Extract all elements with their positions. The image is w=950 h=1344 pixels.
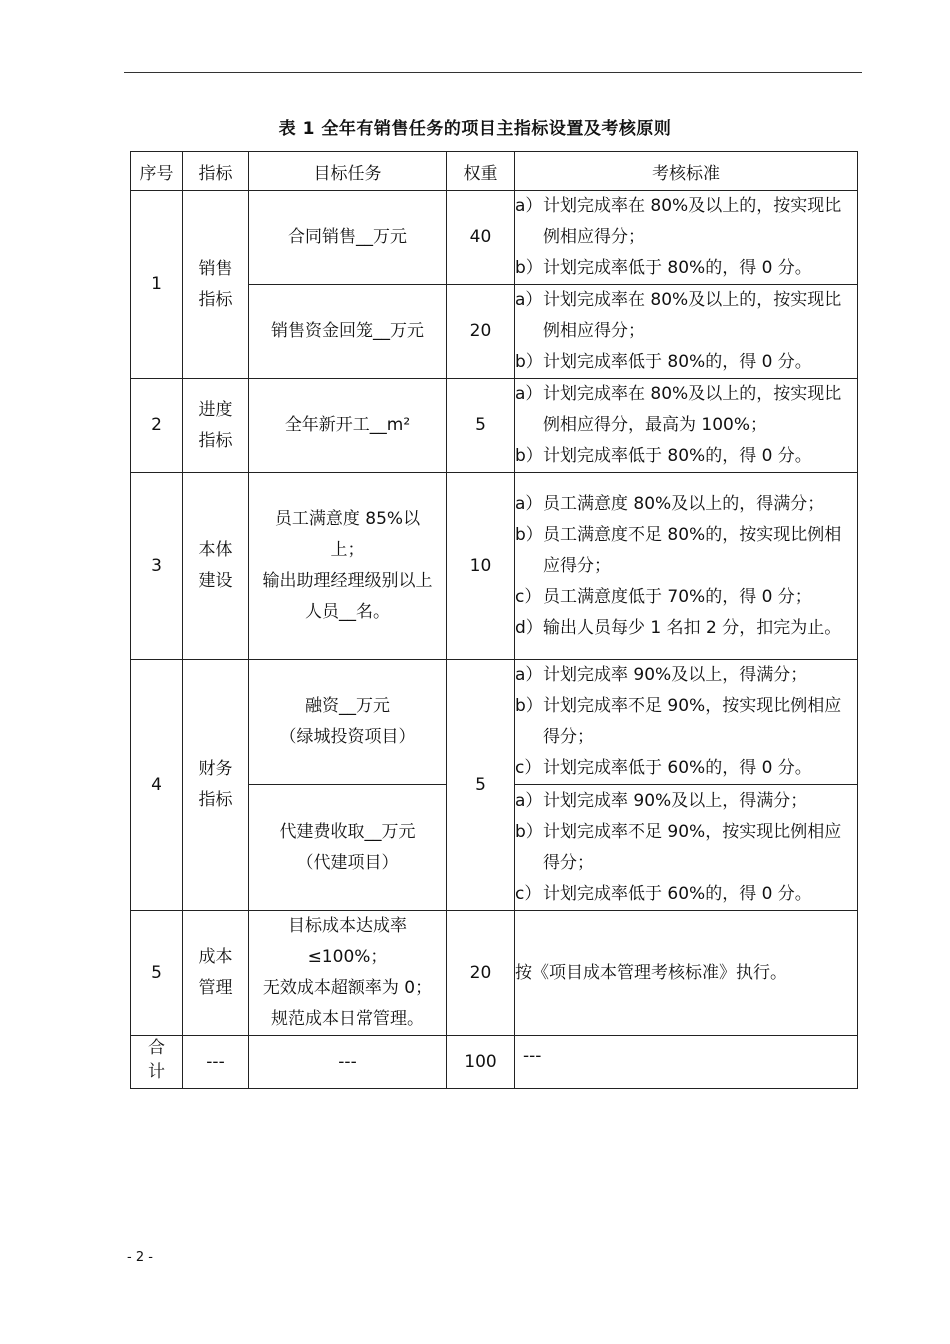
criteria-item	[515, 253, 857, 284]
criteria-marker: b）	[515, 446, 543, 466]
cell-no: 5	[131, 911, 183, 1036]
header-no: 序号	[131, 152, 183, 191]
criteria-marker: b）	[515, 696, 543, 716]
text-line: 进度	[198, 399, 233, 420]
text-line: 管理	[198, 978, 233, 998]
total-weight: 100	[447, 1036, 515, 1089]
text-line: 指标	[198, 289, 233, 310]
cell-criteria	[515, 285, 858, 379]
criteria-marker: c）	[515, 586, 542, 607]
cell-task	[249, 191, 447, 285]
cell-weight: 20	[447, 911, 515, 1036]
criteria-item	[515, 753, 857, 784]
cell-weight: 10	[447, 473, 515, 660]
criteria-marker: b）	[515, 821, 543, 842]
criteria-marker: a）	[515, 665, 543, 685]
total-indicator: ---	[183, 1036, 249, 1089]
header-criteria: 考核标准	[515, 152, 858, 191]
header-indicator: 指标	[183, 152, 249, 191]
text-line: 规范成本日常管理。	[271, 1009, 424, 1029]
cell-no: 4	[131, 660, 183, 911]
text-line: 目标成本达成率≤100%；	[288, 916, 407, 967]
text-line: 全年新开工__m²	[284, 415, 411, 435]
header-rule	[124, 72, 862, 73]
table-row	[131, 191, 858, 285]
criteria-marker: c）	[515, 883, 542, 904]
criteria-body: 计划完成率不足 90%，按实现比例相应得分；	[543, 821, 842, 873]
criteria-body: 计划完成率不足 90%，按实现比例相应得分；	[543, 696, 842, 747]
table-title: 表 1 全年有销售任务的项目主指标设置及考核原则	[278, 119, 672, 139]
criteria-marker: b）	[515, 352, 543, 372]
criteria-item	[515, 786, 857, 817]
criteria-item	[515, 660, 857, 691]
cell-indicator	[183, 191, 249, 379]
criteria-body: 计划完成率 90%及以上，得满分；	[543, 790, 808, 811]
text-line: 销售	[198, 258, 233, 279]
text-line: 销售资金回笼__万元	[271, 321, 424, 341]
criteria-marker: c）	[515, 758, 542, 778]
criteria-body: 计划完成率低于 80%的，得 0 分。	[543, 446, 812, 466]
cell-no: 3	[131, 473, 183, 660]
cell-task	[249, 473, 447, 660]
table-header-row	[131, 152, 858, 191]
cell-weight: 5	[447, 660, 515, 911]
cell-task	[249, 660, 447, 785]
criteria-item	[515, 441, 857, 472]
criteria-marker: a）	[515, 790, 543, 811]
criteria-marker: b）	[515, 258, 543, 278]
text-line: 指标	[198, 430, 233, 451]
cell-criteria	[515, 379, 858, 473]
total-label: 合计	[148, 1038, 165, 1082]
table-row	[131, 660, 858, 785]
criteria-marker: b）	[515, 524, 543, 545]
cell-weight: 20	[447, 285, 515, 379]
cell-weight: 5	[447, 379, 515, 473]
criteria-item	[515, 613, 857, 644]
criteria-body: 计划完成率低于 80%的，得 0 分。	[543, 258, 812, 278]
criteria-body: 员工满意度不足 80%的，按实现比例相应得分；	[543, 524, 842, 576]
page-number: - 2 -	[127, 1250, 153, 1265]
text-line: 融资__万元	[305, 696, 390, 716]
cell-criteria	[515, 911, 858, 1036]
total-row	[131, 1036, 858, 1089]
criteria-body: 计划完成率在 80%及以上的，按实现比例相应得分；	[543, 290, 842, 341]
cell-no: 1	[131, 191, 183, 379]
cell-task	[249, 911, 447, 1036]
text-line: （绿城投资项目）	[279, 727, 416, 747]
cell-no: 2	[131, 379, 183, 473]
text-line: 建设	[198, 571, 233, 591]
text-line: 成本	[198, 947, 233, 967]
cell-weight: 40	[447, 191, 515, 285]
criteria-item	[515, 691, 857, 753]
cell-task	[249, 379, 447, 473]
criteria-body: 输出人员每少 1 名扣 2 分，扣完为止。	[543, 617, 842, 638]
criteria-item	[515, 379, 857, 441]
indicator-table	[130, 151, 858, 1089]
criteria-body: 计划完成率在 80%及以上的，按实现比例相应得分，最高为 100%；	[543, 384, 842, 435]
criteria-item	[515, 582, 857, 613]
cell-task	[249, 285, 447, 379]
text-line: 财务	[198, 759, 233, 779]
cell-indicator	[183, 379, 249, 473]
total-no	[131, 1036, 183, 1089]
text-line: 代建费收取__万元	[279, 821, 416, 842]
criteria-item	[515, 489, 857, 520]
criteria-body: 计划完成率 90%及以上，得满分；	[543, 665, 808, 685]
cell-indicator	[183, 473, 249, 660]
cell-criteria	[515, 191, 858, 285]
criteria-item	[515, 347, 857, 378]
text-line: 指标	[198, 790, 233, 810]
cell-indicator	[183, 660, 249, 911]
cell-criteria	[515, 473, 858, 660]
criteria-item	[515, 191, 857, 253]
criteria-marker: a）	[515, 290, 543, 310]
header-weight: 权重	[447, 152, 515, 191]
criteria-marker: a）	[515, 493, 543, 514]
criteria-marker: a）	[515, 196, 543, 216]
text-line: 输出助理经理级别以上人员__名。	[262, 571, 433, 622]
criteria-body: 计划完成率低于 60%的，得 0 分。	[543, 883, 812, 904]
criteria-body: 员工满意度低于 70%的，得 0 分；	[543, 586, 812, 607]
criteria-item	[515, 285, 857, 347]
criteria-body: 计划完成率低于 80%的，得 0 分。	[543, 352, 812, 372]
cell-criteria	[515, 785, 858, 911]
criteria-body: 计划完成率在 80%及以上的，按实现比例相应得分；	[543, 196, 842, 247]
criteria-item	[515, 520, 857, 582]
criteria-body: 计划完成率低于 60%的，得 0 分。	[543, 758, 812, 778]
criteria-body: 员工满意度 80%及以上的，得满分；	[543, 493, 825, 514]
text-line: （代建项目）	[296, 852, 399, 873]
table-row	[131, 473, 858, 660]
table-row	[131, 379, 858, 473]
criteria-marker: d）	[515, 617, 543, 638]
cell-task	[249, 785, 447, 911]
criteria-item	[515, 817, 857, 879]
text-line: 员工满意度 85%以上；	[274, 509, 421, 560]
cell-criteria	[515, 660, 858, 785]
table-row	[131, 911, 858, 1036]
criteria-text: 按《项目成本管理考核标准》执行。	[515, 962, 787, 983]
criteria-marker: a）	[515, 384, 543, 404]
text-line: 本体	[198, 540, 233, 560]
text-line: 合同销售__万元	[288, 227, 407, 247]
total-task: ---	[249, 1036, 447, 1089]
total-criteria: ---	[515, 1036, 858, 1089]
text-line: 无效成本超额率为 0；	[262, 978, 433, 998]
criteria-item	[515, 879, 857, 910]
cell-indicator	[183, 911, 249, 1036]
header-task: 目标任务	[249, 152, 447, 191]
